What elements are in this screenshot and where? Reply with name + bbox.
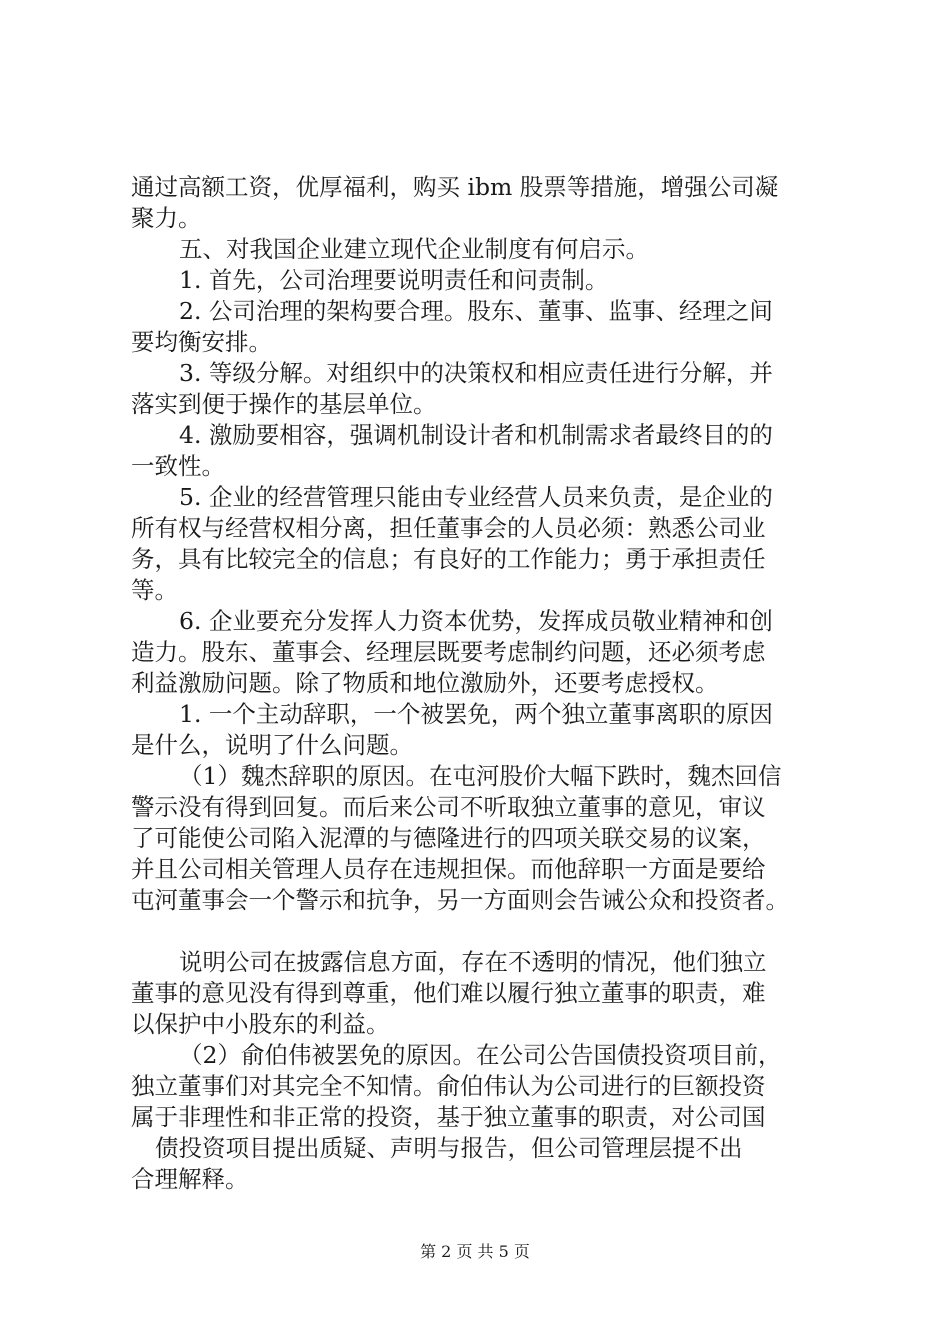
text-line: 聚力。 <box>131 204 202 232</box>
list-item: 2. 公司治理的架构要合理。股东、董事、监事、经理之间 <box>179 297 773 325</box>
list-item: 3. 等级分解。对组织中的决策权和相应责任进行分解，并 <box>179 359 773 387</box>
document-body <box>131 172 831 1195</box>
text-line: 屯河董事会一个警示和抗争，另一方面则会告诫公众和投资者。 <box>131 886 789 914</box>
list-item: 4. 激励要相容，强调机制设计者和机制需求者最终目的的 <box>179 421 773 449</box>
text-line: 董事的意见没有得到尊重，他们难以履行独立董事的职责，难 <box>131 979 766 1007</box>
text-line: 利益激励问题。除了物质和地位激励外，还要考虑授权。 <box>131 669 719 697</box>
list-item: （1）魏杰辞职的原因。在屯河股价大幅下跌时，魏杰回信 <box>179 762 782 790</box>
text-line: 属于非理性和非正常的投资，基于独立董事的职责，对公司国 <box>131 1103 766 1131</box>
text-line: 造力。股东、董事会、经理层既要考虑制约问题，还必须考虑 <box>131 638 766 666</box>
text-line: 通过高额工资，优厚福利，购买 ibm 股票等措施，增强公司凝 <box>131 173 779 201</box>
text-line: 要均衡安排。 <box>131 328 272 356</box>
text-line: 独立董事们对其完全不知情。俞伯伟认为公司进行的巨额投资 <box>131 1072 766 1100</box>
text-line: 所有权与经营权相分离，担任董事会的人员必须：熟悉公司业 <box>131 514 766 542</box>
text-line: 以保护中小股东的利益。 <box>131 1010 390 1038</box>
list-item: 1. 一个主动辞职，一个被罢免，两个独立董事离职的原因 <box>179 700 773 728</box>
text-line: 等。 <box>131 576 178 604</box>
list-item: 6. 企业要充分发挥人力资本优势，发挥成员敬业精神和创 <box>179 607 773 635</box>
text-line: 落实到便于操作的基层单位。 <box>131 390 437 418</box>
text-line: 警示没有得到回复。而后来公司不听取独立董事的意见，审议 <box>131 793 766 821</box>
page-footer: 第 2 页 共 5 页 <box>420 1242 530 1261</box>
list-item: 5. 企业的经营管理只能由专业经营人员来负责，是企业的 <box>179 483 773 511</box>
text-line: 合理解释。 <box>131 1165 249 1193</box>
text-line: 是什么，说明了什么问题。 <box>131 731 413 759</box>
text-line: 并且公司相关管理人员存在违规担保。而他辞职一方面是要给 <box>131 855 766 883</box>
list-item: （2）俞伯伟被罢免的原因。在公司公告国债投资项目前， <box>179 1041 782 1069</box>
text-line: 一致性。 <box>131 452 225 480</box>
text-line: 说明公司在披露信息方面，存在不透明的情况，他们独立 <box>179 948 767 976</box>
text-line: 债投资项目提出质疑、声明与报告，但公司管理层提不出 <box>155 1134 743 1162</box>
section-heading: 五、对我国企业建立现代企业制度有何启示。 <box>179 235 649 263</box>
list-item: 1. 首先，公司治理要说明责任和问责制。 <box>179 266 609 294</box>
text-line: 了可能使公司陷入泥潭的与德隆进行的四项关联交易的议案， <box>131 824 766 852</box>
paragraph-gap <box>131 916 831 947</box>
text-line: 务，具有比较完全的信息；有良好的工作能力；勇于承担责任 <box>131 545 766 573</box>
